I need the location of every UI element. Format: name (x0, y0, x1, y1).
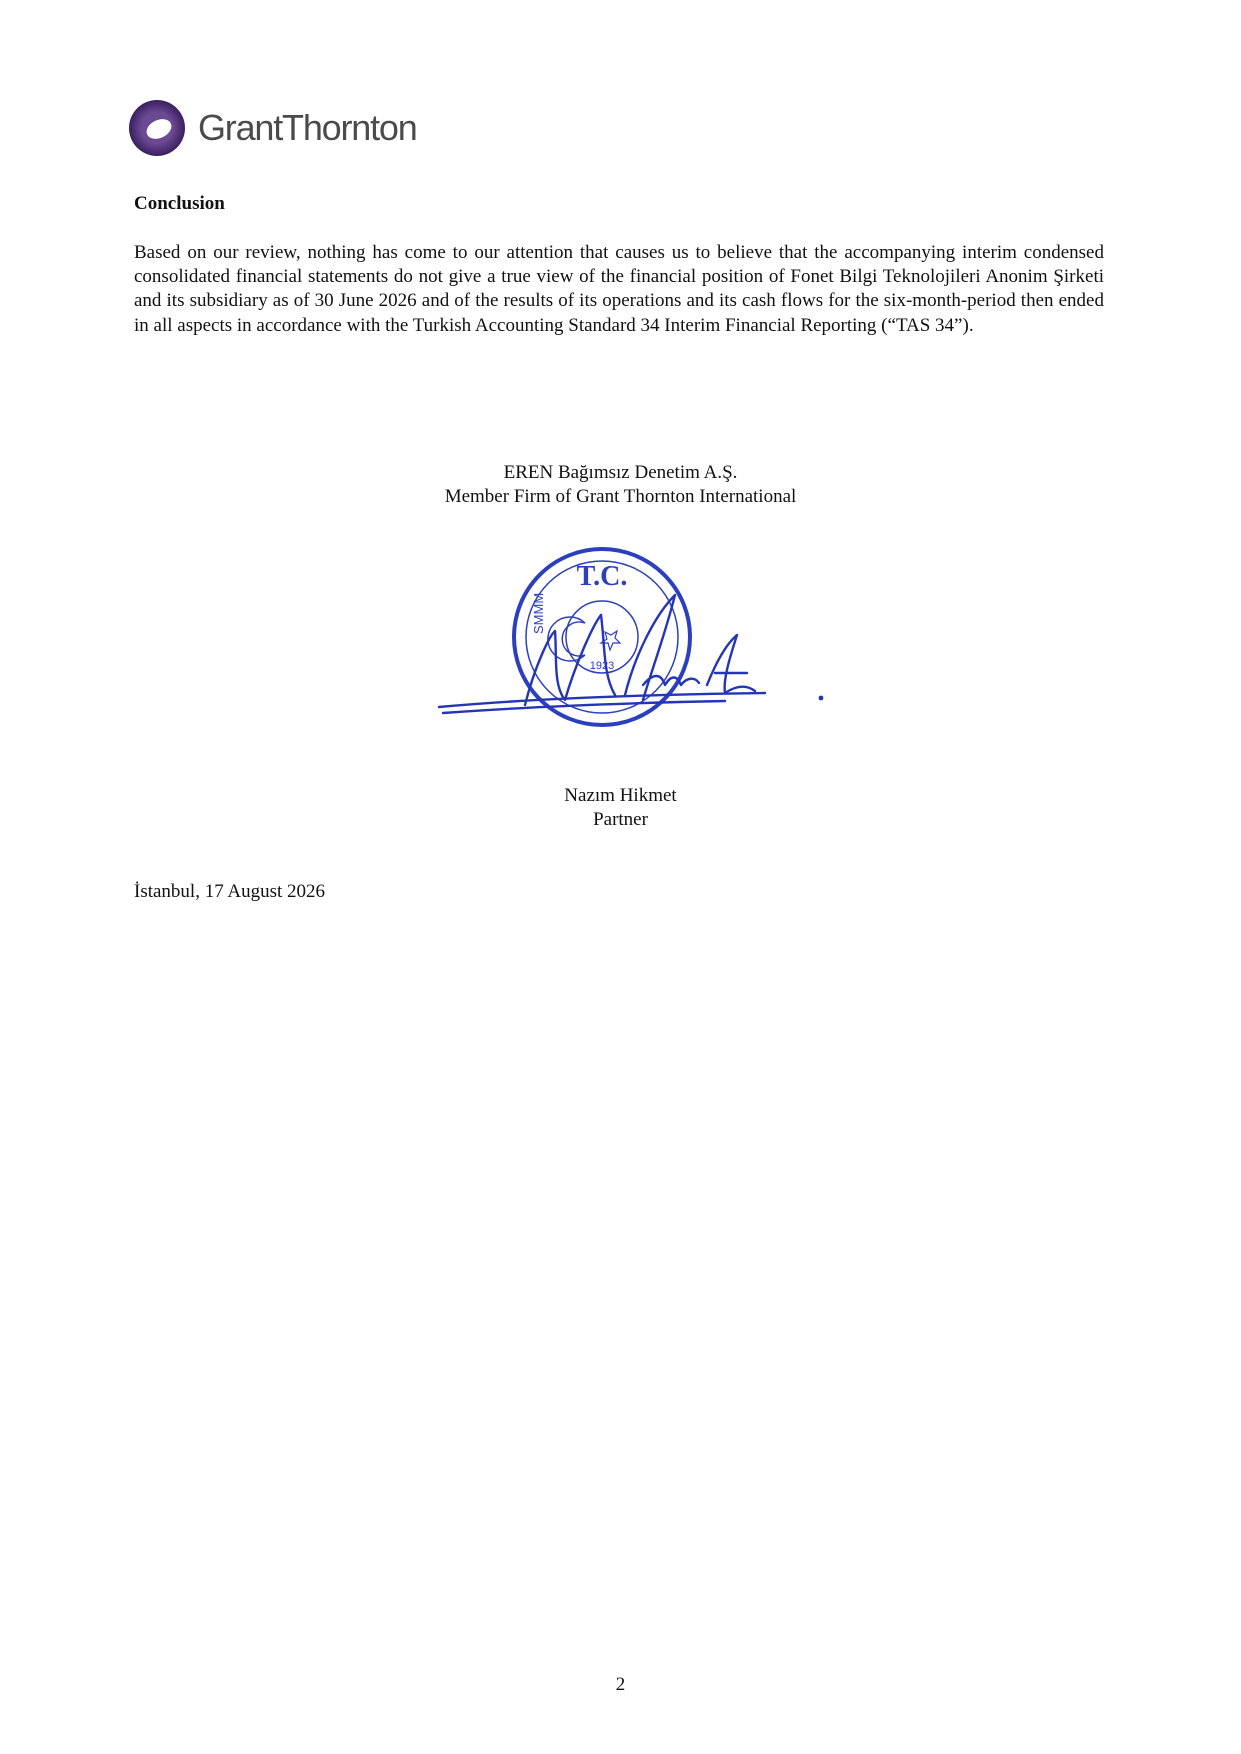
seal-ring-text: SMMM (531, 592, 546, 634)
logo-wordmark: GrantThornton (198, 107, 417, 148)
seal-and-signature (425, 535, 841, 755)
page-number: 2 (615, 1674, 626, 1695)
signer-name: Nazım Hikmet (564, 785, 677, 806)
place-and-date: İstanbul, 17 August 2026 (134, 881, 326, 902)
grant-thornton-logo (128, 98, 458, 158)
firm-block (0, 461, 1241, 509)
firm-name: EREN Bağımsız Denetim A.Ş. (503, 462, 738, 483)
signer-block (0, 784, 1241, 832)
logo-mark-icon (129, 100, 185, 156)
conclusion-paragraph: Based on our review, nothing has come to our attention that causes us to believe that the accompanying interim condensed consolidated financial statements do not give a true view of the financial position of Fonet Bilgi Teknolojileri Anonim Şirketi and its subsidiary as of 30 June 2026 and of the results of its operations and its cash flows for the six-month-period then ended in all aspects in accordance with the Turkish Accounting Standard 34 Interim Financial Reporting (“TAS 34”). (134, 242, 1104, 336)
firm-membership: Member Firm of Grant Thornton International (444, 486, 797, 508)
signature-mark (439, 592, 765, 713)
signer-title: Partner (593, 809, 648, 831)
seal-number: 1923 (589, 660, 615, 672)
seal-top-text: T.C. (576, 561, 628, 592)
section-heading: Conclusion (134, 193, 225, 214)
